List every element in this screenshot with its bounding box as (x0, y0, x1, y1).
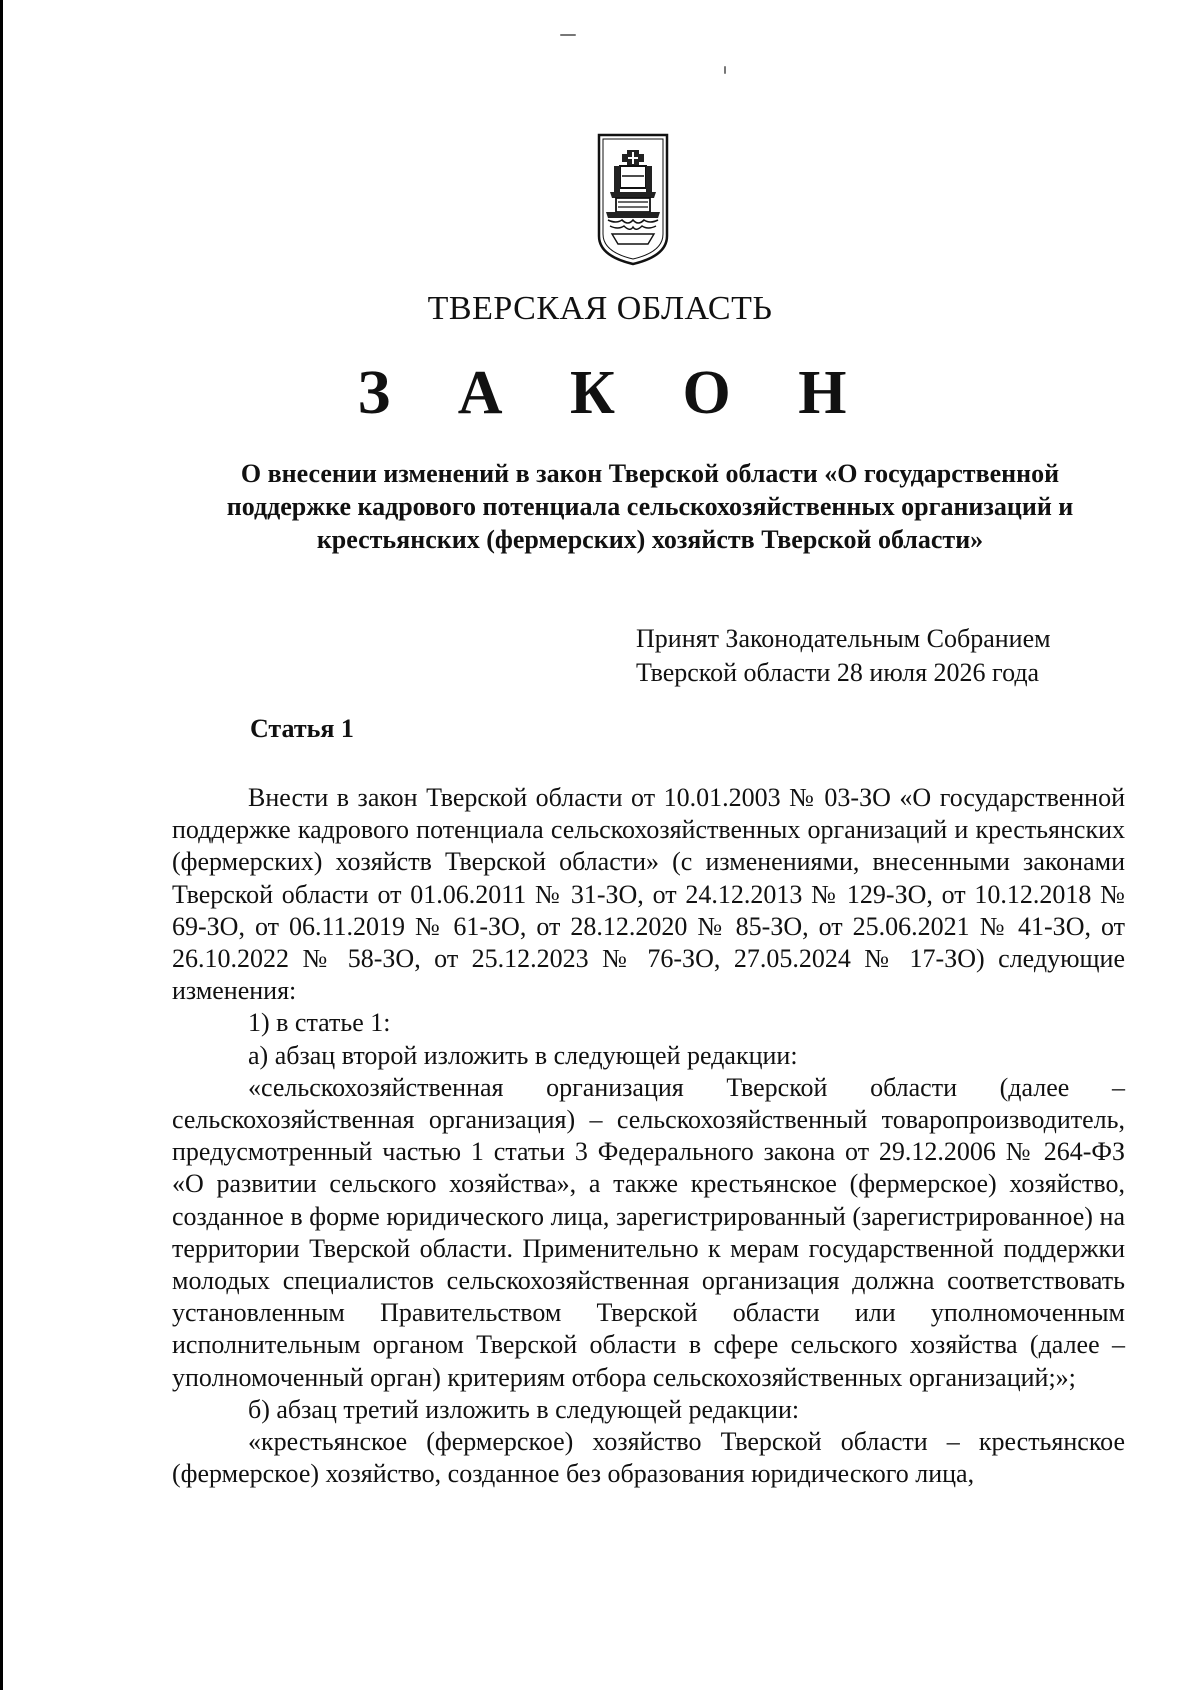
scan-speck (724, 66, 726, 74)
coat-of-arms-icon (596, 132, 670, 266)
article-paragraph: Внести в закон Тверской области от 10.01.2003 № 03-ЗО «О государственной поддержке кадрового потенциала сельскохозяйственных организаций и крестьянских (фермерских) хозяйств Тверской области» (с изменениями, внесенными законами Тверской области от 01.06.2011 № 31-ЗО, от 24.12.2013 № 129-ЗО, от 10.12.2018 № 69-ЗО, от 06.11.2019 № 61-ЗО, от 28.12.2020 № 85-ЗО, от 25.06.2021 № 41-ЗО, от 26.10.2022 № 58-ЗО, от 25.12.2023 № 76-ЗО, 27.05.2024 № 17-ЗО) следующие изменения: (172, 783, 1125, 1006)
article-paragraph: а) абзац второй изложить в следующей редакции: (248, 1040, 798, 1070)
article-paragraph: б) абзац третий изложить в следующей редакции: (248, 1394, 800, 1424)
law-title-line: крестьянских (фермерских) хозяйств Тверской области» (316, 525, 984, 554)
article-paragraph: «сельскохозяйственная организация Тверской области (далее – сельскохозяйственная организация) – сельскохозяйственный товаропроизводитель, предусмотренный частью 1 статьи 3 Федерального закона от 29.12.2006 № 264-ФЗ «О развитии сельского хозяйства», а также крестьянское (фермерское) хозяйство, созданное в форме юридического лица, зарегистрированный (зарегистрированное) на территории Тверской области. Применительно к мерам государственной поддержки молодых специалистов сельскохозяйственная организация должна соответствовать установленным Правительством Тверской области или уполномоченным исполнительным органом Тверской области в сфере сельского хозяйства (далее – уполномоченный орган) критериям отбора сельскохозяйственных организаций;»; (172, 1072, 1125, 1392)
article-paragraph: 1) в статье 1: (248, 1008, 391, 1038)
article-body (172, 782, 1125, 1490)
region-name: ТВЕРСКАЯ ОБЛАСТЬ (427, 290, 773, 327)
adoption-note (636, 622, 1051, 690)
scan-speck (560, 34, 576, 36)
document-type-heading: З А К О Н (357, 359, 873, 427)
scan-edge (0, 0, 3, 1690)
law-title-line: поддержке кадрового потенциала сельскохозяйственных организаций и (226, 492, 1074, 521)
law-title (180, 457, 1120, 556)
adoption-line: Принят Законодательным Собранием (636, 624, 1051, 653)
article-paragraph: «крестьянское (фермерское) хозяйство Тверской области – крестьянское (фермерское) хозяйство, созданное без образования юридического лица, (172, 1427, 1125, 1489)
law-title-line: О внесении изменений в закон Тверской области «О государственной (240, 459, 1060, 488)
adoption-line: Тверской области 28 июля 2026 года (636, 658, 1040, 687)
article-heading: Статья 1 (250, 714, 354, 743)
